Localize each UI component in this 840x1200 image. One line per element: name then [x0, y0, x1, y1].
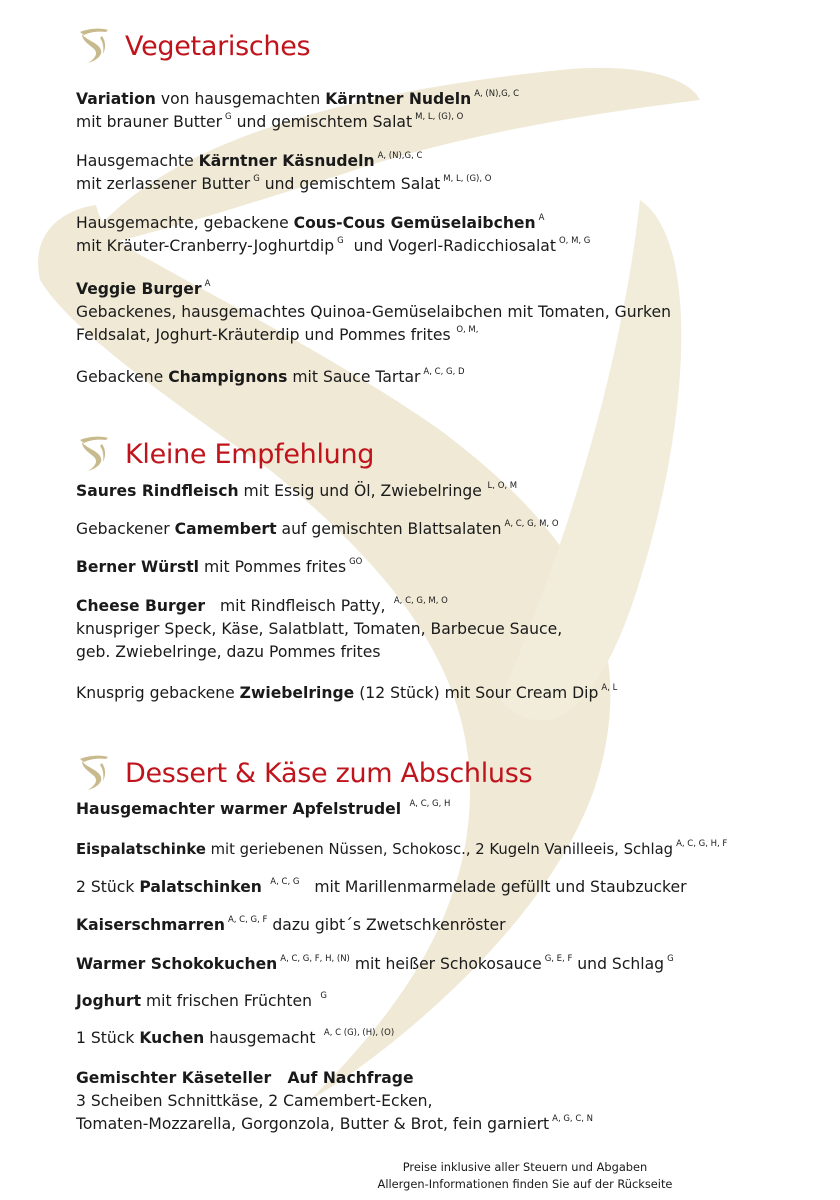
menu-item-line	[76, 953, 674, 976]
menu-item	[76, 150, 491, 196]
menu-item-line	[76, 235, 590, 258]
menu-item	[76, 556, 362, 579]
menu-item-line	[76, 556, 362, 579]
section-title: Kleine Empfehlung	[125, 438, 375, 470]
menu-item-line	[76, 324, 671, 347]
menu-item	[76, 480, 517, 503]
dish-description: (12 Stück) mit Sour Cream Dip	[354, 684, 599, 702]
allergen-codes: A, C (G), (H), (O)	[318, 1028, 395, 1038]
dish-description: auf gemischten Blattsalaten	[276, 520, 502, 538]
menu-item-line	[76, 618, 562, 641]
menu-item	[76, 953, 674, 976]
allergen-codes: O, M, G	[558, 236, 591, 246]
dish-description: Gebackenes, hausgemachtes Quinoa-Gemüselaibchen mit Tomaten, Gurken	[76, 303, 671, 321]
dish-name: Gemischter Käseteller Auf Nachfrage	[76, 1069, 414, 1087]
allergen-codes: G	[253, 174, 260, 184]
menu-item	[76, 1067, 593, 1136]
section-title: Dessert & Käse zum Abschluss	[125, 757, 533, 789]
menu-item-line	[76, 798, 450, 821]
menu-item-line	[76, 1090, 593, 1113]
dish-name: Kaiserschmarren	[76, 916, 225, 934]
menu-item-line	[76, 1027, 394, 1050]
menu-item	[76, 876, 687, 899]
dish-description: 3 Scheiben Schnittkäse, 2 Camembert-Ecken,	[76, 1092, 433, 1110]
allergen-codes: A, C, G, M, O	[388, 596, 448, 606]
menu-item-line	[76, 88, 519, 111]
dish-name: Berner Würstl	[76, 558, 200, 576]
allergen-codes: A, C, G, M, O	[504, 519, 559, 529]
dish-description: mit Marillenmarmelade gefüllt und Staubzucker	[299, 878, 687, 896]
allergen-codes: M, L, (G), O	[415, 112, 464, 122]
restaurant-logo-icon	[76, 434, 112, 474]
menu-item-line	[76, 682, 617, 705]
dish-description: mit Sauce Tartar	[287, 368, 421, 386]
menu-item-line	[76, 990, 327, 1013]
section-header-vegetarian	[76, 26, 310, 66]
menu-item-line	[76, 150, 491, 173]
allergen-codes: A, L	[601, 683, 618, 693]
allergen-codes: G, E, F	[544, 954, 573, 964]
dish-description: knuspriger Speck, Käse, Salatblatt, Tomaten, Barbecue Sauce,	[76, 620, 563, 638]
dish-description: und gemischtem Salat	[259, 175, 441, 193]
section-header-dessert	[76, 753, 532, 793]
allergen-codes: A, C, G, F	[227, 915, 268, 925]
dish-name: Kärntner Nudeln	[325, 90, 472, 108]
section-title: Vegetarisches	[125, 30, 311, 62]
dish-description: Knusprig gebackene	[76, 684, 240, 702]
dish-description: und Schlag	[572, 955, 665, 973]
section-header-recommendation	[76, 434, 374, 474]
allergen-codes: A	[204, 279, 211, 289]
allergen-codes: G	[315, 991, 328, 1001]
dish-description: und Vogerl-Radicchiosalat	[343, 237, 556, 255]
menu-item	[76, 518, 559, 541]
allergen-codes: G	[225, 112, 232, 122]
menu-item	[76, 366, 465, 389]
dish-description: Hausgemachte, gebackene	[76, 214, 294, 232]
menu-item-line	[76, 301, 671, 324]
dish-description: mit Kräuter-Cranberry-Joghurtdip	[76, 237, 335, 255]
menu-item	[76, 990, 327, 1013]
dish-name: Zwiebelringe	[239, 684, 355, 702]
dish-description: und gemischtem Salat	[231, 113, 413, 131]
menu-item-line	[76, 111, 519, 134]
dish-name: Cous-Cous Gemüselaibchen	[293, 214, 536, 232]
allergen-codes: O, M,	[453, 325, 479, 335]
dish-description: mit Essig und Öl, Zwiebelringe	[238, 482, 482, 500]
dish-description: mit heißer Schokosauce	[349, 955, 542, 973]
allergen-codes: L, O, M	[484, 481, 518, 491]
menu-item-line	[76, 595, 562, 618]
dish-description: mit zerlassener Butter	[76, 175, 251, 193]
menu-item	[76, 212, 590, 258]
footer-note	[340, 1159, 710, 1193]
menu-item-line	[76, 914, 506, 937]
dish-description: von hausgemachten	[155, 90, 326, 108]
menu-item-line	[76, 173, 491, 196]
dish-name: Veggie Burger	[76, 280, 202, 298]
dish-description: mit geriebenen Nüssen, Schokosc., 2 Kugeln Vanilleeis, Schlag	[205, 841, 674, 858]
menu-item-line	[76, 366, 465, 389]
allergen-codes: A, G, C, N	[552, 1114, 594, 1124]
dish-description: Gebackener	[76, 520, 175, 538]
dish-description: mit brauner Butter	[76, 113, 223, 131]
allergen-codes: A, C, G, F, H, (N)	[280, 954, 350, 964]
menu-item-line	[76, 641, 562, 664]
menu-item	[76, 798, 450, 821]
menu-item-line	[76, 1067, 593, 1090]
allergen-codes: A	[538, 213, 545, 223]
restaurant-logo-icon	[76, 753, 112, 793]
footer-tax-note: Preise inklusive aller Steuern und Abgaben	[402, 1160, 648, 1174]
menu-item	[76, 88, 519, 134]
dish-description: dazu gibt´s Zwetschkenröster	[267, 916, 506, 934]
dish-description: geb. Zwiebelringe, dazu Pommes frites	[76, 643, 381, 661]
dish-description: hausgemacht	[204, 1029, 316, 1047]
dish-name: Eispalatschinke	[76, 841, 206, 858]
allergen-codes: GO	[349, 557, 363, 567]
dish-name: Joghurt	[76, 992, 142, 1010]
menu-item-line	[76, 518, 559, 541]
restaurant-logo-icon	[76, 26, 112, 66]
menu-item-line	[76, 876, 687, 899]
menu-item-line	[76, 480, 517, 503]
menu-item	[76, 595, 562, 664]
allergen-codes: A, (N),G, C	[474, 89, 520, 99]
dish-description: Hausgemachte	[76, 152, 199, 170]
menu-item	[76, 278, 671, 347]
menu-item	[76, 1027, 394, 1050]
allergen-codes: A, C, G, H, F	[676, 839, 728, 849]
allergen-codes: G	[337, 236, 344, 246]
dish-description: mit Rindfleisch Patty,	[205, 597, 386, 615]
allergen-codes: G	[667, 954, 674, 964]
dish-name: Kärntner Käsnudeln	[198, 152, 375, 170]
allergen-codes: A, (N),G, C	[377, 151, 423, 161]
dish-name: Hausgemachter warmer Apfelstrudel	[76, 800, 402, 818]
dish-description: Gebackene	[76, 368, 169, 386]
dish-name: Palatschinken	[139, 878, 262, 896]
dish-name: Variation	[76, 90, 156, 108]
dish-description: 1 Stück	[76, 1029, 140, 1047]
menu-item-line	[76, 212, 590, 235]
allergen-codes: A, C, G	[264, 877, 300, 887]
dish-description: 2 Stück	[76, 878, 140, 896]
dish-description: Feldsalat, Joghurt-Kräuterdip und Pommes frites	[76, 326, 451, 344]
dish-name: Warmer Schokokuchen	[76, 955, 278, 973]
allergen-codes: M, L, (G), O	[443, 174, 492, 184]
dish-name: Champignons	[168, 368, 288, 386]
dish-description: mit frischen Früchten	[141, 992, 313, 1010]
footer-allergen-note: Allergen-Informationen finden Sie auf der Rückseite	[377, 1177, 673, 1191]
menu-item	[76, 914, 506, 937]
dish-name: Camembert	[174, 520, 277, 538]
dish-description: Tomaten-Mozzarella, Gorgonzola, Butter & Brot, fein garniert	[76, 1115, 550, 1133]
menu-item	[76, 838, 727, 861]
allergen-codes: A, C, G, H	[404, 799, 451, 809]
dish-name: Cheese Burger	[76, 597, 206, 615]
dish-description: mit Pommes frites	[199, 558, 347, 576]
menu-item-line	[76, 278, 671, 301]
menu-item	[76, 682, 617, 705]
menu-item-line	[76, 1113, 593, 1136]
allergen-codes: A, C, G, D	[423, 367, 465, 377]
dish-name: Saures Rindfleisch	[76, 482, 239, 500]
dish-name: Kuchen	[139, 1029, 205, 1047]
menu-item-line	[76, 838, 727, 861]
